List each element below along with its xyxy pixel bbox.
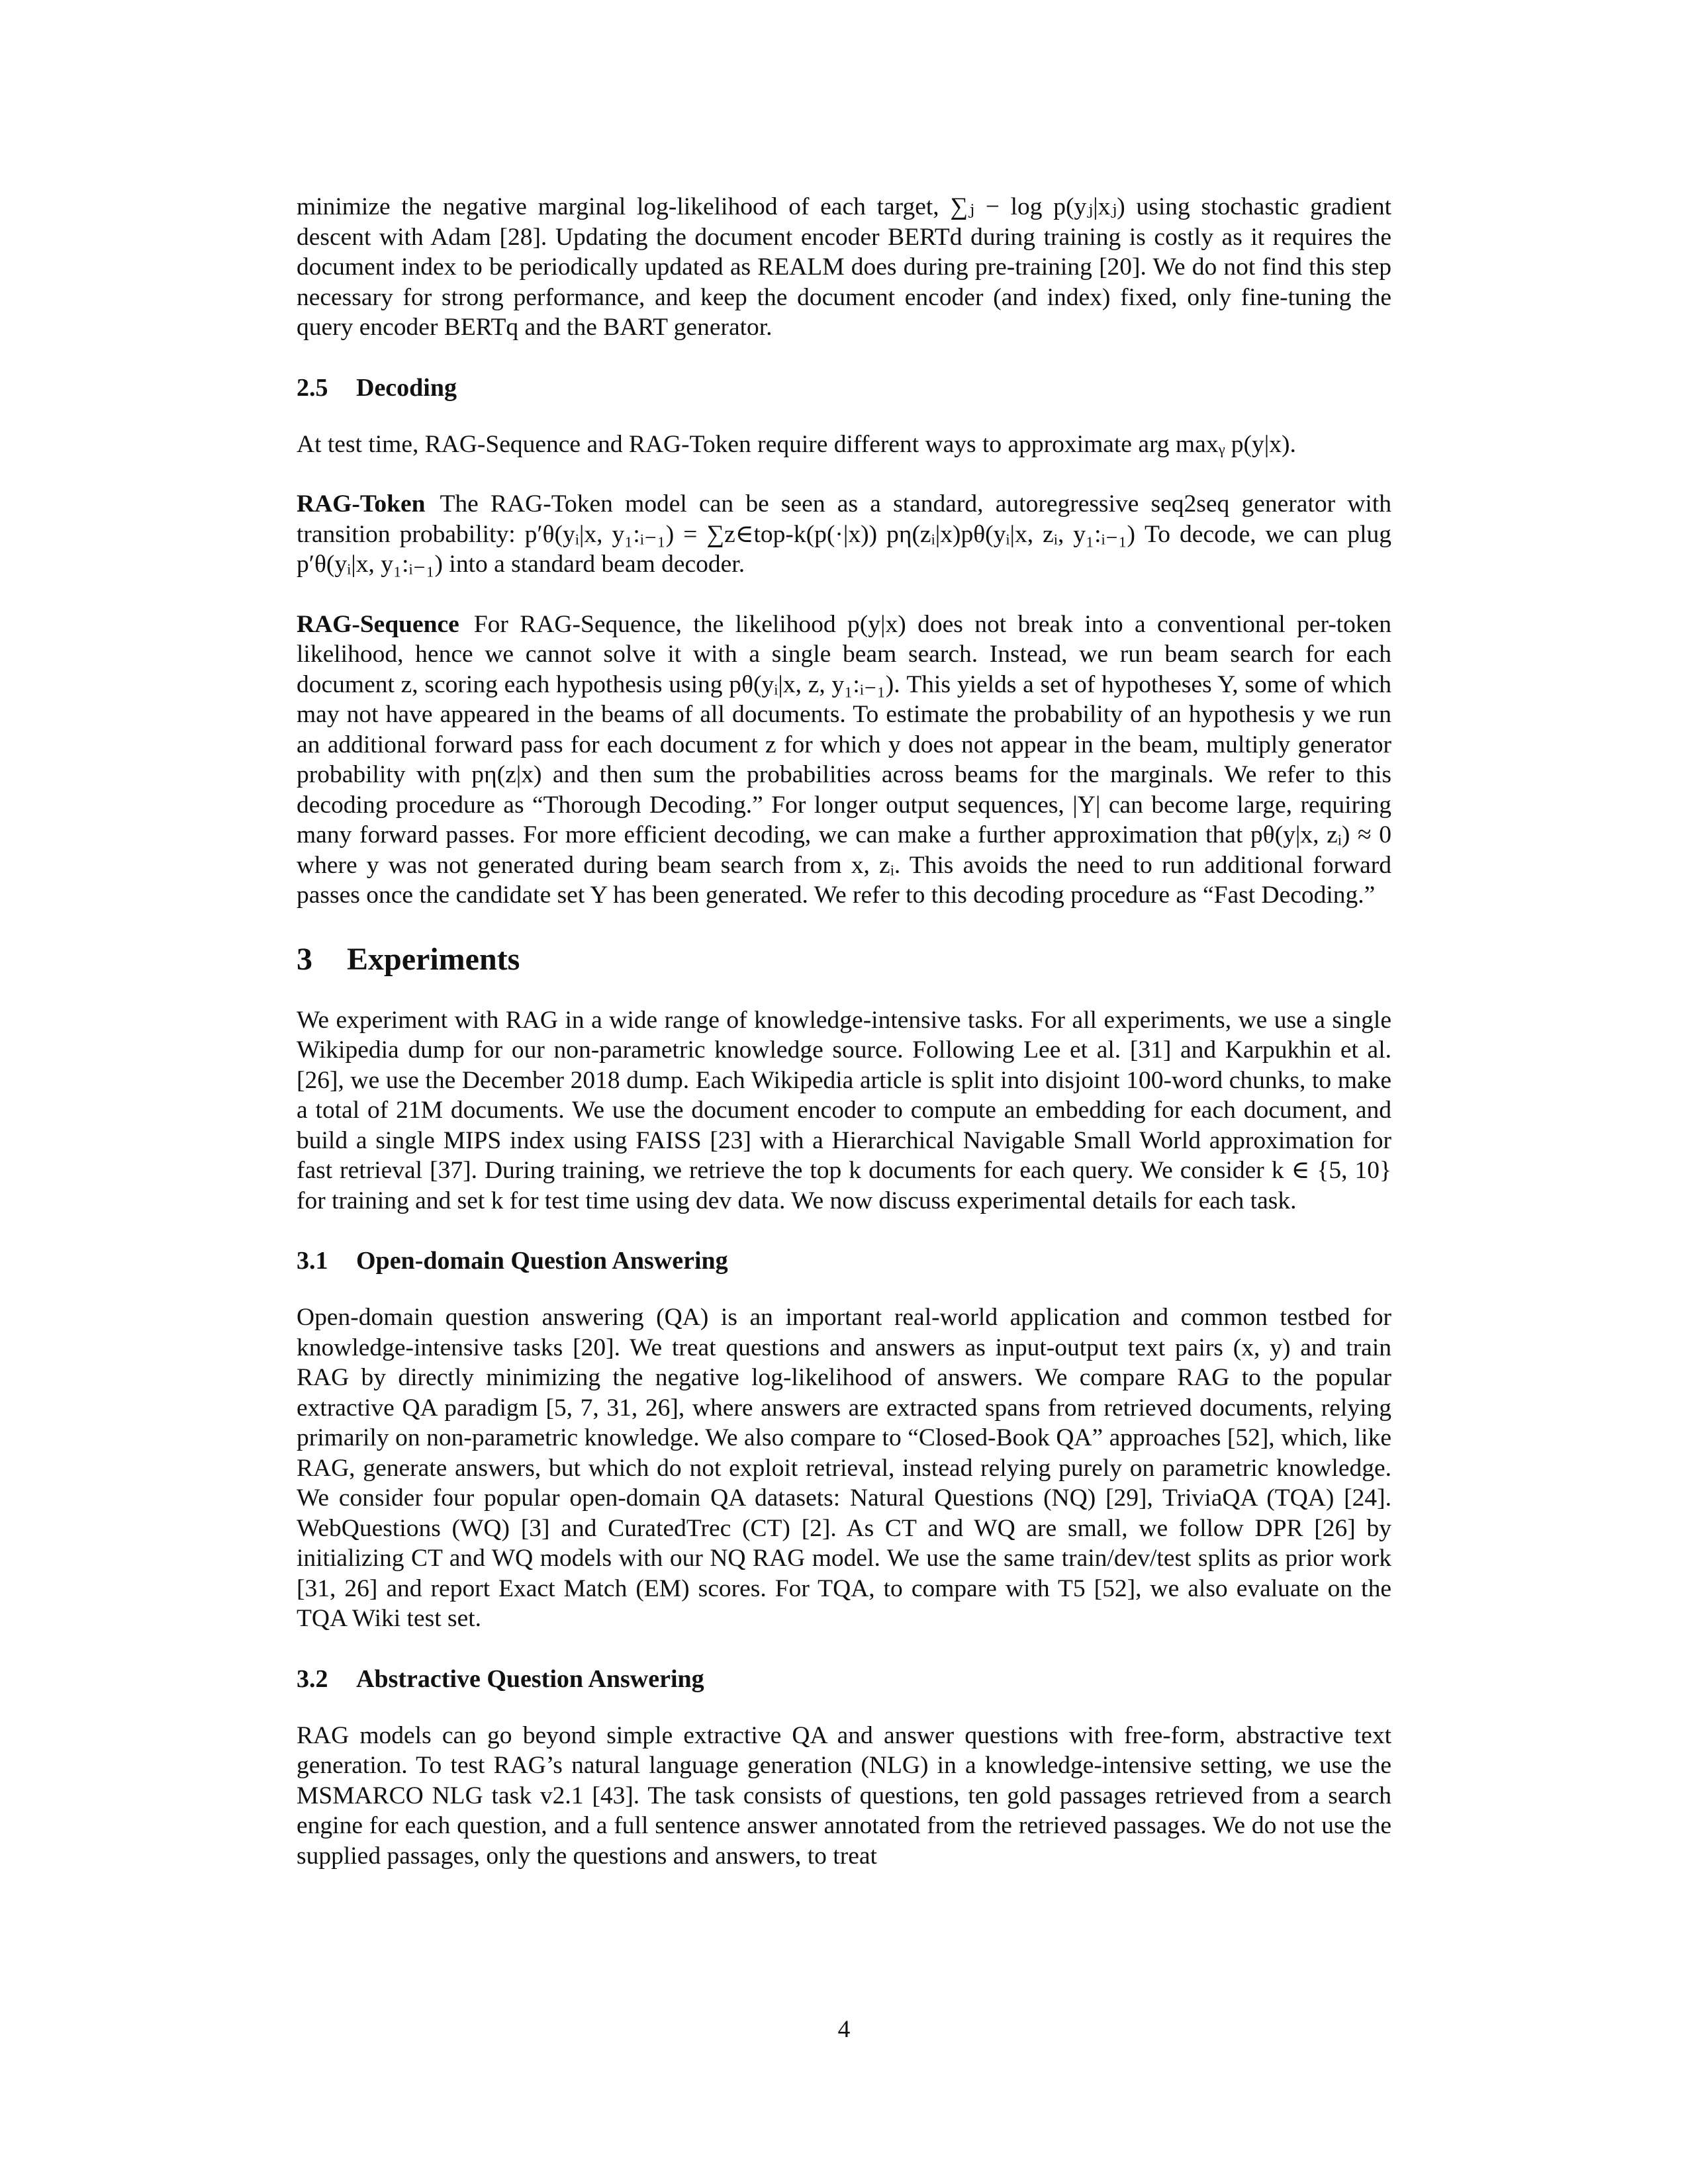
- section-number: 2.5: [297, 373, 328, 402]
- paper-page: [297, 192, 1391, 1871]
- rag-sequence-heading: RAG-Sequence: [297, 610, 459, 638]
- rag-token-heading: RAG-Token: [297, 490, 426, 518]
- section-title: Decoding: [356, 373, 457, 402]
- abstractive-qa-paragraph: RAG models can go beyond simple extractive QA and answer questions with free-form, abstractive text generation. To test RAG’s natural language generation (NLG) in a knowledge-intensive setting, we use the MSMARCO NLG task v2.1 [43]. The task consists of questions, ten gold passages retrieved from a search engine for each question, and a full sentence answer annotated from the retrieved passages. We do not use the supplied passages, only the questions and answers, to treat: [297, 1721, 1391, 1870]
- section-number: 3.1: [297, 1247, 328, 1275]
- section-2-5-heading: [297, 373, 1391, 403]
- section-title: Open-domain Question Answering: [356, 1247, 728, 1275]
- section-number: 3.2: [297, 1664, 328, 1693]
- open-domain-qa-paragraph: Open-domain question answering (QA) is an important real-world application and common testbed for knowledge-intensive tasks [20]. We treat questions and answers as input-output text pairs (x, y) and train RAG by directly minimizing the negative log-likelihood of answers. We compare RAG to the popular extractive QA paradigm [5, 7, 31, 26], where answers are extracted spans from retrieved documents, relying primarily on non-parametric knowledge. We also compare to “Closed-Book QA” approaches [52], which, like RAG, generate answers, but which do not exploit retrieval, instead relying purely on parametric knowledge. We consider four popular open-domain QA datasets: Natural Questions (NQ) [29], TriviaQA (TQA) [24]. WebQuestions (WQ) [3] and CuratedTrec (CT) [2]. As CT and WQ are small, we follow DPR [26] by initializing CT and WQ models with our NQ RAG model. We use the same train/dev/test splits as prior work [31, 26] and report Exact Match (EM) scores. For TQA, to compare with T5 [52], we also evaluate on the TQA Wiki test set.: [297, 1304, 1391, 1632]
- section-title: Abstractive Question Answering: [356, 1664, 704, 1693]
- section-number: 3: [297, 941, 312, 977]
- section-3-2-heading: [297, 1664, 1391, 1694]
- rag-sequence-text: For RAG-Sequence, the likelihood p(y|x) does not break into a conventional per-token likelihood, hence we cannot solve it with a single beam search. Instead, we run beam search for each document z, scoring each hypothesis using pθ(yᵢ|x, z, y₁:ᵢ₋₁). This yields a set of hypotheses Y, some of which may not have appeared in the beams of all documents. To estimate the probability of an hypothesis y we run an additional forward pass for each document z for which y does not appear in the beam, multiply generator probability with pη(z|x) and then sum the probabilities across beams for the marginals. We refer to this decoding procedure as “Thorough Decoding.” For longer output sequences, |Y| can become large, requiring many forward passes. For more efficient decoding, we can make a further approximation that pθ(y|x, zᵢ) ≈ 0 where y was not generated during beam search from x, zᵢ. This avoids the need to run additional forward passes once the candidate set Y has been generated. We refer to this decoding procedure as “Fast Decoding.”: [297, 610, 1391, 909]
- page-number: 4: [837, 2016, 851, 2043]
- rag-sequence-paragraph: [297, 610, 1391, 911]
- experiments-paragraph: We experiment with RAG in a wide range of knowledge-intensive tasks. For all experiments, we use a single Wikipedia dump for our non-parametric knowledge source. Following Lee et al. [31] and Karpukhin et al. [26], we use the December 2018 dump. Each Wikipedia article is split into disjoint 100-word chunks, to make a total of 21M documents. We use the document encoder to compute an embedding for each document, and build a single MIPS index using FAISS [23] with a Hierarchical Navigable Small World approximation for fast retrieval [37]. During training, we retrieve the top k documents for each query. We consider k ∈ {5, 10} for training and set k for test time using dev data. We now discuss experimental details for each task.: [297, 1006, 1391, 1214]
- section-title: Experiments: [347, 941, 520, 977]
- decoding-intro: At test time, RAG-Sequence and RAG-Token require different ways to approximate arg maxᵧ p(y|x).: [297, 430, 1296, 458]
- section-3-heading: [297, 940, 1391, 979]
- rag-token-text: The RAG-Token model can be seen as a standard, autoregressive seq2seq generator with transition probability: p′θ(yᵢ|x, y₁:ᵢ₋₁) = ∑z∈top-k(p(·|x)) pη(zᵢ|x)pθ(yᵢ|x, zᵢ, y₁:ᵢ₋₁) To decode, we can plug p′θ(yᵢ|x, y₁:ᵢ₋₁) into a standard beam decoder.: [297, 490, 1391, 578]
- section-3-1-heading: [297, 1246, 1391, 1276]
- intro-paragraph: minimize the negative marginal log-likelihood of each target, ∑ⱼ − log p(yⱼ|xⱼ) using stochastic gradient descent with Adam [28]. Updating the document encoder BERTd during training is costly as it requires the document index to be periodically updated as REALM does during pre-training [20]. We do not find this step necessary for strong performance, and keep the document encoder (and index) fixed, only fine-tuning the query encoder BERTq and the BART generator.: [297, 193, 1391, 341]
- rag-token-paragraph: [297, 489, 1391, 580]
